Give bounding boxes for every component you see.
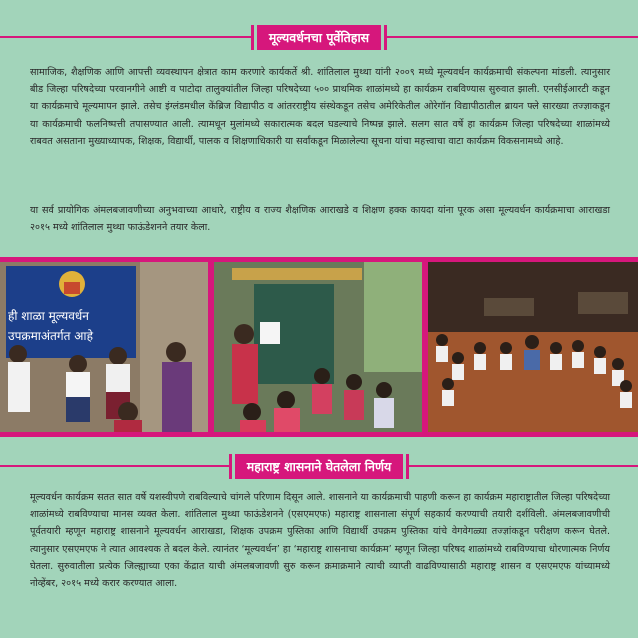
history-paragraph-1: सामाजिक, शैक्षणिक आणि आपत्ती व्यवस्थापन क्षेत्रात काम करणारे कार्यकर्ते श्री. शांतिलाल मुथ्था यांनी २००९ मध्ये मूल्यवर्धन कार्यक्रमाची संकल्पना मांडली. त्यानुसार बीड जिल्हा परिषदेच्या परवानगीने आष्टी व पाटोदा तालुक्यांतील जिल्हा परिषदेच्या ५०० प्राथमिक शाळांमध्ये हा कार्यक्रम राबविण्यास सुरुवात झाली. एनसीईआरटी कडून या कार्यक्रमाचे मूल्यमापन झाले. तसेच इंग्लंडमधील केंब्रिज विद्यापीठ व आंतरराष्ट्रीय संस्थेकडून तसेच अमेरिकेतील ओरेगॉन विद्यापीठातील ब्रायन फ्ले सारख्या तज्ज्ञाकडून या कार्यक्रमाची फलनिष्पत्ती तपासण्यात आली. त्यामधून मुलांमध्ये सकारात्मक बदल घडल्याचे निष्पन्न झाले. सलग सात वर्षे हा कार्यक्रम जिल्हा परिषदेच्या शाळांमध्ये राबवत असताना मुख्याध्यापक, शिक्षक, विद्यार्थी, पालक व शिक्षणाधिकारी या सर्वांकडून मिळालेल्या सूचना यांचा महत्त्वाचा वाटा कार्यक्रम विकसनामध्ये आहे. [30, 67, 610, 147]
decision-paragraph: मूल्यवर्धन कार्यक्रम सतत सात वर्षे यशस्वीपणे राबविल्याचे चांगले परिणाम दिसून आले. शासनाने या कार्यक्रमाची पाहणी करून हा कार्यक्रम महाराष्ट्रातील जिल्हा परिषदेच्या शाळांमध्ये राबविण्याचा मानस व्यक्त केला. शांतिलाल मुथ्था फाऊंडेशनने (एसएमएफ) महाराष्ट्र शासनाला संपूर्ण सहकार्य करण्याची तयारी दर्शविली. अंमलबजावणीची पूर्वतयारी म्हणून महाराष्ट्र शासनाने मूल्यवर्धन आराखडा, शिक्षक उपक्रम पुस्तिका आणि विद्यार्थी उपक्रम पुस्तिका यांचे वेगवेगळ्या तज्ज्ञांकडून परीक्षण करून घेतले. त्यानुसार एसएमएफ ने त्यात आवश्यक ते बदल केले. त्यानंतर ‘मूल्यवर्धन’ हा ‘महाराष्ट्र शासनाचा कार्यक्रम’ म्हणून जिल्हा परिषद शाळांमध्ये राबविण्याचा धोरणात्मक निर्णय घेतला. सुरुवातीला प्रत्येक जिल्ह्याच्या एका केंद्रात याची अंमलबजावणी सुरु करून क्रमाक्रमाने त्याची व्याप्ती वाढविण्यासाठी महाराष्ट्र शासन व एसएमएफ यांच्यामध्ये नोव्हेंबर, २०१५ मध्ये करार करण्यात आला. [30, 492, 610, 590]
classroom-teacher-photo [214, 262, 422, 432]
students-circle-photo [428, 262, 638, 432]
history-paragraph-2: या सर्व प्रायोगिक अंमलबजावणीच्या अनुभवाच्या आधारे, राष्ट्रीय व राज्य शैक्षणिक आराखडे व शिक्षण हक्क कायदा यांना पूरक असा मूल्यवर्धन कार्यक्रमाचा आराखडा २०१५ मध्ये शांतिलाल मुथ्था फाऊंडेशनने तयार केला. [30, 205, 610, 234]
section-heading-decision [0, 454, 638, 479]
sign-text-line1: ही शाळा मूल्यवर्धन [8, 309, 89, 323]
photo-strip [0, 257, 638, 437]
section-title-decision: महाराष्ट्र शासनाने घेतलेला निर्णय [232, 454, 407, 479]
school-sign-photo [0, 262, 208, 432]
section-heading-history [0, 25, 638, 50]
sign-text-line2: उपक्रमाअंतर्गत आहे [8, 329, 93, 343]
section-title-history: मूल्यवर्धनचा पूर्वेतिहास [254, 25, 384, 50]
